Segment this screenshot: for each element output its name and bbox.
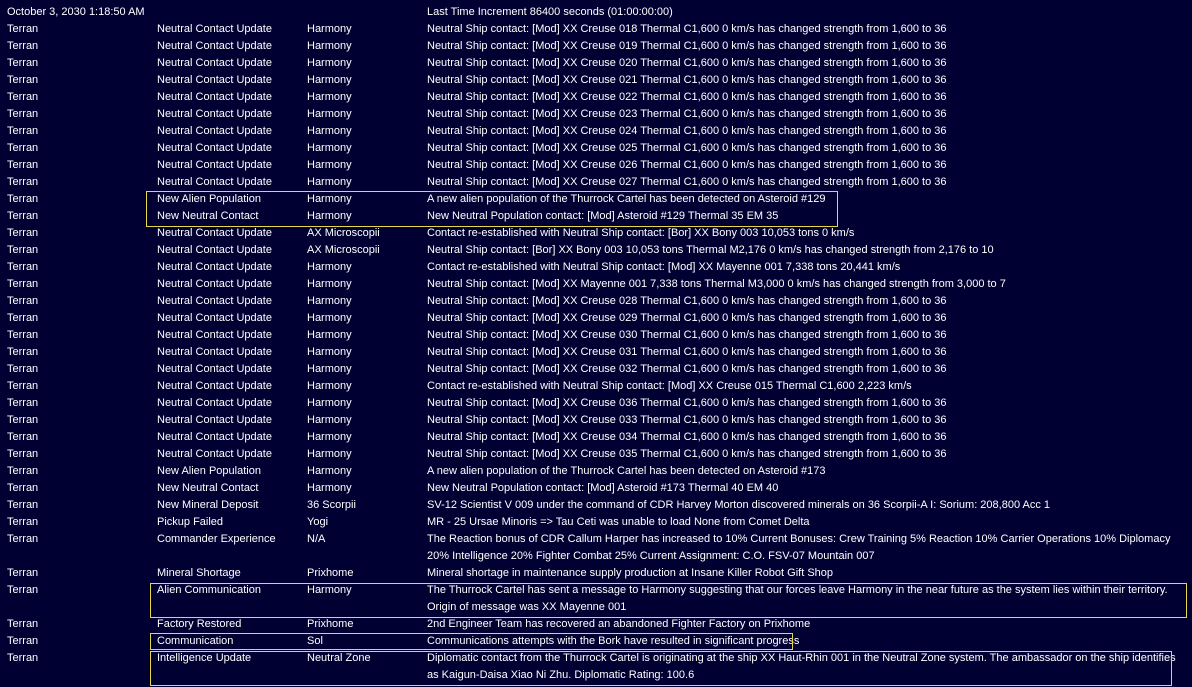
event-text: Neutral Ship contact: [Mod] XX Creuse 027 Thermal C1,600 0 km/s has changed strength from 1,600 to 36 [427, 176, 947, 188]
event-row[interactable] [0, 157, 1192, 174]
event-text: A new alien population of the Thurrock Cartel has been detected on Asteroid #173 [427, 465, 826, 477]
event-text: The Reaction bonus of CDR Callum Harper has increased to 10% Current Bonuses: Crew Training 5% Reaction 10% Carrier Operations 10% Diplomacy 20% Intelligence 20% Fighter Combat 25% Current Assignment: C.O. FSV-07 Mountain 007 [427, 533, 1171, 562]
event-row[interactable] [0, 225, 1192, 242]
event-type: Neutral Contact Update [157, 159, 272, 171]
event-race: Terran [7, 499, 39, 511]
event-system: Harmony [307, 193, 352, 205]
event-race: Terran [7, 244, 39, 256]
event-type: Neutral Contact Update [157, 108, 272, 120]
time-increment: Last Time Increment 86400 seconds (01:00:00:00) [427, 6, 673, 18]
event-race: Terran [7, 618, 39, 630]
event-text: Contact re-established with Neutral Ship contact: [Bor] XX Bony 003 10,053 tons 0 km/s [427, 227, 855, 239]
event-type: Neutral Contact Update [157, 414, 272, 426]
event-race: Terran [7, 431, 39, 443]
event-text: Neutral Ship contact: [Mod] XX Mayenne 001 7,338 tons Thermal M3,000 0 km/s has changed strength from 3,000 to 7 [427, 278, 1006, 290]
event-text: New Neutral Population contact: [Mod] Asteroid #173 Thermal 40 EM 40 [427, 482, 779, 494]
event-system: AX Microscopii [307, 244, 380, 256]
event-type: Neutral Contact Update [157, 278, 272, 290]
event-text: Contact re-established with Neutral Ship contact: [Mod] XX Mayenne 001 7,338 tons 20,441 km/s [427, 261, 901, 273]
event-text: Neutral Ship contact: [Mod] XX Creuse 023 Thermal C1,600 0 km/s has changed strength from 1,600 to 36 [427, 108, 947, 120]
event-system: Harmony [307, 40, 352, 52]
event-row[interactable] [0, 174, 1192, 191]
event-type: Neutral Contact Update [157, 23, 272, 35]
event-text: Communications attempts with the Bork have resulted in significant progress [427, 635, 800, 647]
event-race: Terran [7, 142, 39, 154]
event-text: Neutral Ship contact: [Mod] XX Creuse 018 Thermal C1,600 0 km/s has changed strength from 1,600 to 36 [427, 23, 947, 35]
event-row[interactable] [0, 378, 1192, 395]
event-text: Mineral shortage in maintenance supply production at Insane Killer Robot Gift Shop [427, 567, 834, 579]
event-text: Diplomatic contact from the Thurrock Cartel is originating at the ship XX Haut-Rhin 001 in the Neutral Zone system. The ambassador on the ship identifies as Kaigun-Daisa Xiao Ni Zhu. Diplomatic Rating: 100.6 [427, 652, 1176, 681]
event-text: The Thurrock Cartel has sent a message to Harmony suggesting that our forces leave Harmony in the near future as the system lies within their territory. Origin of message was XX Mayenne 001 [427, 584, 1168, 613]
event-system: Harmony [307, 142, 352, 154]
event-race: Terran [7, 312, 39, 324]
event-text: Neutral Ship contact: [Mod] XX Creuse 031 Thermal C1,600 0 km/s has changed strength from 1,600 to 36 [427, 346, 947, 358]
event-row[interactable] [0, 616, 1192, 633]
event-system: Harmony [307, 584, 352, 596]
event-row[interactable] [0, 21, 1192, 38]
event-race: Terran [7, 448, 39, 460]
event-race: Terran [7, 380, 39, 392]
event-system: AX Microscopii [307, 227, 380, 239]
event-system: Harmony [307, 57, 352, 69]
event-text: Neutral Ship contact: [Bor] XX Bony 003 10,053 tons Thermal M2,176 0 km/s has changed strength from 2,176 to 10 [427, 244, 994, 256]
event-race: Terran [7, 261, 39, 273]
event-system: Harmony [307, 448, 352, 460]
event-text: MR - 25 Ursae Minoris => Tau Ceti was unable to load None from Comet Delta [427, 516, 810, 528]
event-race: Terran [7, 40, 39, 52]
event-type: Communication [157, 635, 234, 647]
event-row[interactable] [0, 514, 1192, 531]
event-race: Terran [7, 397, 39, 409]
event-type: Pickup Failed [157, 516, 224, 528]
event-system: Harmony [307, 108, 352, 120]
event-text: Neutral Ship contact: [Mod] XX Creuse 021 Thermal C1,600 0 km/s has changed strength from 1,600 to 36 [427, 74, 947, 86]
event-row[interactable] [0, 633, 1192, 650]
event-system: Harmony [307, 329, 352, 341]
event-row[interactable] [0, 276, 1192, 293]
event-system: Sol [307, 635, 323, 647]
event-row[interactable] [0, 412, 1192, 429]
event-type: Neutral Contact Update [157, 346, 272, 358]
event-race: Terran [7, 652, 39, 664]
event-type: Neutral Contact Update [157, 329, 272, 341]
event-type: Neutral Contact Update [157, 91, 272, 103]
event-type: Neutral Contact Update [157, 142, 272, 154]
event-system: Neutral Zone [307, 652, 371, 664]
event-type: Neutral Contact Update [157, 227, 272, 239]
event-text: Contact re-established with Neutral Ship contact: [Mod] XX Creuse 015 Thermal C1,600 2,223 km/s [427, 380, 912, 392]
event-system: Yogi [307, 516, 329, 528]
event-text: Neutral Ship contact: [Mod] XX Creuse 022 Thermal C1,600 0 km/s has changed strength from 1,600 to 36 [427, 91, 947, 103]
event-race: Terran [7, 567, 39, 579]
event-system: Harmony [307, 278, 352, 290]
event-type: Factory Restored [157, 618, 242, 630]
event-type: Neutral Contact Update [157, 431, 272, 443]
event-race: Terran [7, 57, 39, 69]
event-row[interactable] [0, 429, 1192, 446]
event-row[interactable] [0, 497, 1192, 514]
event-text: Neutral Ship contact: [Mod] XX Creuse 029 Thermal C1,600 0 km/s has changed strength from 1,600 to 36 [427, 312, 947, 324]
event-row[interactable] [0, 293, 1192, 310]
event-system: Prixhome [307, 567, 354, 579]
event-race: Terran [7, 193, 39, 205]
event-row[interactable] [0, 123, 1192, 140]
event-race: Terran [7, 91, 39, 103]
event-system: Harmony [307, 176, 352, 188]
event-type: New Mineral Deposit [157, 499, 259, 511]
event-race: Terran [7, 210, 39, 222]
event-race: Terran [7, 363, 39, 375]
event-row[interactable] [0, 72, 1192, 89]
event-text: 2nd Engineer Team has recovered an abandoned Fighter Factory on Prixhome [427, 618, 811, 630]
event-type: Neutral Contact Update [157, 125, 272, 137]
event-race: Terran [7, 278, 39, 290]
event-system: Harmony [307, 312, 352, 324]
event-race: Terran [7, 482, 39, 494]
event-race: Terran [7, 295, 39, 307]
event-system: Harmony [307, 125, 352, 137]
event-type: Alien Communication [157, 584, 261, 596]
event-type: Neutral Contact Update [157, 244, 272, 256]
event-text: Neutral Ship contact: [Mod] XX Creuse 025 Thermal C1,600 0 km/s has changed strength from 1,600 to 36 [427, 142, 947, 154]
event-race: Terran [7, 159, 39, 171]
event-text: Neutral Ship contact: [Mod] XX Creuse 024 Thermal C1,600 0 km/s has changed strength from 1,600 to 36 [427, 125, 947, 137]
event-row[interactable] [0, 242, 1192, 259]
event-type: New Alien Population [157, 465, 261, 477]
event-race: Terran [7, 533, 39, 545]
event-text: Neutral Ship contact: [Mod] XX Creuse 034 Thermal C1,600 0 km/s has changed strength from 1,600 to 36 [427, 431, 947, 443]
event-race: Terran [7, 227, 39, 239]
event-row[interactable] [0, 208, 1192, 225]
event-type: Neutral Contact Update [157, 448, 272, 460]
event-system: Harmony [307, 431, 352, 443]
event-row[interactable] [0, 55, 1192, 72]
event-row[interactable] [0, 106, 1192, 123]
event-text: Neutral Ship contact: [Mod] XX Creuse 036 Thermal C1,600 0 km/s has changed strength from 1,600 to 36 [427, 397, 947, 409]
event-system: Harmony [307, 397, 352, 409]
event-text: Neutral Ship contact: [Mod] XX Creuse 028 Thermal C1,600 0 km/s has changed strength from 1,600 to 36 [427, 295, 947, 307]
event-row[interactable] [0, 89, 1192, 106]
event-system: Harmony [307, 261, 352, 273]
event-type: Neutral Contact Update [157, 397, 272, 409]
event-race: Terran [7, 465, 39, 477]
event-row[interactable] [0, 650, 1192, 684]
event-type: Neutral Contact Update [157, 74, 272, 86]
event-system: 36 Scorpii [307, 499, 356, 511]
event-row[interactable] [0, 191, 1192, 208]
event-row[interactable] [0, 463, 1192, 480]
event-type: Intelligence Update [157, 652, 252, 664]
event-system: N/A [307, 533, 326, 545]
game-date: October 3, 2030 1:18:50 AM [7, 6, 145, 18]
event-race: Terran [7, 414, 39, 426]
event-text: Neutral Ship contact: [Mod] XX Creuse 019 Thermal C1,600 0 km/s has changed strength from 1,600 to 36 [427, 40, 947, 52]
event-row[interactable] [0, 344, 1192, 361]
event-race: Terran [7, 584, 39, 596]
event-type: Neutral Contact Update [157, 312, 272, 324]
event-system: Harmony [307, 295, 352, 307]
event-type: Neutral Contact Update [157, 176, 272, 188]
event-row[interactable] [0, 259, 1192, 276]
event-system: Harmony [307, 465, 352, 477]
event-race: Terran [7, 346, 39, 358]
event-type: Neutral Contact Update [157, 40, 272, 52]
event-row[interactable] [0, 310, 1192, 327]
event-race: Terran [7, 516, 39, 528]
event-type: Neutral Contact Update [157, 295, 272, 307]
event-race: Terran [7, 108, 39, 120]
event-text: A new alien population of the Thurrock Cartel has been detected on Asteroid #129 [427, 193, 826, 205]
event-rows [0, 21, 1192, 684]
event-row[interactable] [0, 480, 1192, 497]
event-race: Terran [7, 23, 39, 35]
event-system: Harmony [307, 380, 352, 392]
event-text: Neutral Ship contact: [Mod] XX Creuse 033 Thermal C1,600 0 km/s has changed strength from 1,600 to 36 [427, 414, 947, 426]
event-text: Neutral Ship contact: [Mod] XX Creuse 035 Thermal C1,600 0 km/s has changed strength from 1,600 to 36 [427, 448, 947, 460]
event-row[interactable] [0, 140, 1192, 157]
event-system: Harmony [307, 91, 352, 103]
log-header [0, 4, 1192, 21]
event-type: Neutral Contact Update [157, 261, 272, 273]
event-text: Neutral Ship contact: [Mod] XX Creuse 026 Thermal C1,600 0 km/s has changed strength from 1,600 to 36 [427, 159, 947, 171]
event-log [0, 4, 1192, 684]
event-text: Neutral Ship contact: [Mod] XX Creuse 020 Thermal C1,600 0 km/s has changed strength from 1,600 to 36 [427, 57, 947, 69]
event-row[interactable] [0, 361, 1192, 378]
event-system: Harmony [307, 363, 352, 375]
event-race: Terran [7, 329, 39, 341]
event-race: Terran [7, 176, 39, 188]
event-system: Harmony [307, 346, 352, 358]
event-system: Harmony [307, 23, 352, 35]
event-type: Neutral Contact Update [157, 363, 272, 375]
event-row[interactable] [0, 327, 1192, 344]
event-type: New Alien Population [157, 193, 261, 205]
event-type: New Neutral Contact [157, 210, 259, 222]
event-system: Harmony [307, 482, 352, 494]
event-system: Harmony [307, 159, 352, 171]
event-system: Harmony [307, 414, 352, 426]
event-row[interactable] [0, 446, 1192, 463]
event-type: Commander Experience [157, 533, 276, 545]
event-row[interactable] [0, 565, 1192, 582]
event-text: New Neutral Population contact: [Mod] Asteroid #129 Thermal 35 EM 35 [427, 210, 779, 222]
event-system: Harmony [307, 74, 352, 86]
event-row[interactable] [0, 531, 1192, 565]
event-race: Terran [7, 125, 39, 137]
event-race: Terran [7, 74, 39, 86]
event-text: Neutral Ship contact: [Mod] XX Creuse 032 Thermal C1,600 0 km/s has changed strength from 1,600 to 36 [427, 363, 947, 375]
event-row[interactable] [0, 582, 1192, 616]
event-type: New Neutral Contact [157, 482, 259, 494]
event-type: Mineral Shortage [157, 567, 241, 579]
event-type: Neutral Contact Update [157, 380, 272, 392]
event-system: Harmony [307, 210, 352, 222]
event-type: Neutral Contact Update [157, 57, 272, 69]
event-race: Terran [7, 635, 39, 647]
event-row[interactable] [0, 38, 1192, 55]
event-text: SV-12 Scientist V 009 under the command of CDR Harvey Morton discovered minerals on 36 Scorpii-A I: Sorium: 208,800 Acc 1 [427, 499, 1051, 511]
event-system: Prixhome [307, 618, 354, 630]
event-text: Neutral Ship contact: [Mod] XX Creuse 030 Thermal C1,600 0 km/s has changed strength from 1,600 to 36 [427, 329, 947, 341]
event-row[interactable] [0, 395, 1192, 412]
